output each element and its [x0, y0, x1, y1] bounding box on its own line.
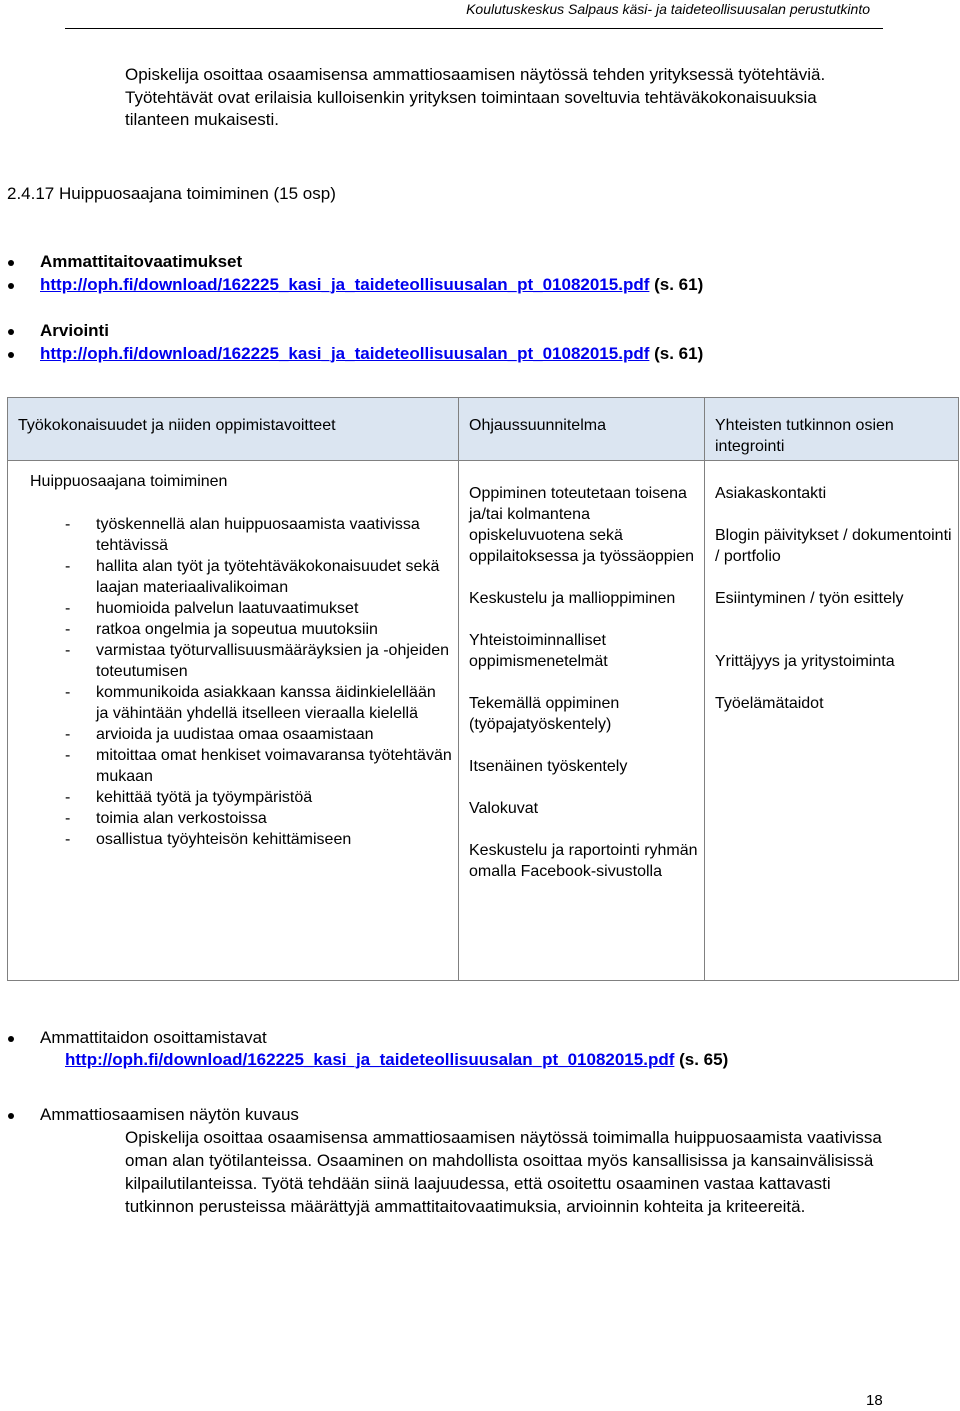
bullet-icon	[8, 260, 14, 266]
list-item: Tekemällä oppiminen (työpajatyöskentely)	[469, 695, 620, 733]
list-item: - mitoittaa omat henkiset voimavaransa työtehtävän mukaan	[18, 745, 452, 787]
list-item: Keskustelu ja mallioppiminen	[469, 590, 676, 607]
intro-paragraph: Opiskelija osoittaa osaamisensa ammattiosaamisen näytössä tehden yrityksessä työtehtäviä. Työtehtävät ovat erilaisia kulloisenkin yrityksen toimintaan soveltuvia tehtäväkokonaisuuksia tilanteen mukaisesti.	[125, 65, 826, 129]
requirements-list	[0, 251, 960, 297]
guidance-list	[469, 483, 698, 882]
list-item	[0, 251, 960, 274]
assessment-list	[0, 320, 960, 366]
bullet-icon	[8, 1113, 14, 1119]
list-item: - arvioida ja uudistaa omaa osaamistaan	[18, 724, 452, 745]
list-item-label: Ammattitaidon osoittamistavat	[40, 1028, 267, 1047]
table-row	[8, 461, 959, 981]
page-number: 18	[866, 1392, 883, 1409]
list-item	[0, 274, 960, 297]
cell-common-units	[705, 461, 959, 981]
list-item: - kommunikoida asiakkaan kanssa äidinkielellään ja vähintään yhdellä itselleen vieraalla kielellä	[18, 682, 452, 724]
requirements-pdf-link[interactable]: http://oph.fi/download/162225_kasi_ja_taideteollisuusalan_pt_01082015.pdf	[40, 275, 650, 294]
list-item: Esiintyminen / työn esittely	[715, 590, 904, 607]
bullet-icon	[8, 352, 14, 358]
list-item: Työelämätaidot	[715, 695, 824, 712]
bullet-icon	[8, 1036, 14, 1042]
cell-title: Huippuosaajana toimiminen	[30, 473, 228, 490]
bullet-icon	[8, 329, 14, 335]
link-line	[0, 1049, 960, 1071]
list-item: Blogin päivitykset / dokumentointi / portfolio	[715, 527, 952, 565]
list-item: - kehittää työtä ja työympäristöä	[18, 787, 452, 808]
skills-demonstration-section	[0, 1104, 960, 1218]
section-heading: 2.4.17 Huippuosaajana toimiminen (15 osp)	[7, 184, 336, 203]
objectives-list	[18, 514, 452, 850]
header-divider	[65, 28, 883, 29]
header-work-units: Työkokonaisuudet ja niiden oppimistavoitteet	[8, 398, 459, 461]
list-item: Keskustelu ja raportointi ryhmän omalla Facebook-sivustolla	[469, 842, 698, 880]
cell-learning-objectives	[8, 461, 459, 981]
list-item: Yhteistoiminnalliset oppimismenetelmät	[469, 632, 608, 670]
page-reference: (s. 65)	[674, 1050, 729, 1069]
demonstration-description: Opiskelija osoittaa osaamisensa ammattiosaamisen näytössä toimimalla huippuosaamista vaativissa oman alan työtilanteissa. Osaaminen on mahdollista osoittaa myös kansallisissa ja kansainvälisissä kilpailutilanteissa. Työtä tehdään siinä laajuudessa, että osoitettu osaaminen vastaa kattavasti tutkinnon perusteissa määrättyjä ammattitaitovaatimuksia, arvioinnin kohteita ja kriteereitä.	[125, 1128, 882, 1216]
list-item: - työskennellä alan huippuosaamista vaativissa tehtävissä	[18, 514, 452, 556]
table-header-row	[8, 398, 959, 461]
list-item	[0, 343, 960, 366]
list-item: - osallistua työyhteisön kehittämiseen	[18, 829, 452, 850]
list-item: Valokuvat	[469, 800, 539, 817]
demonstration-pdf-link[interactable]: http://oph.fi/download/162225_kasi_ja_taideteollisuusalan_pt_01082015.pdf	[65, 1050, 675, 1069]
list-item: Oppiminen toteutetaan toisena ja/tai kolmantena opiskeluvuotena sekä oppilaitoksessa ja työssäoppien	[469, 485, 695, 565]
list-item	[0, 320, 960, 343]
list-item	[0, 1027, 960, 1049]
bullet-icon	[8, 283, 14, 289]
list-item-label: Arviointi	[40, 321, 109, 340]
list-item: - hallita alan työt ja työtehtäväkokonaisuudet sekä laajan materiaalivalikoiman	[18, 556, 452, 598]
list-item: - toimia alan verkostoissa	[18, 808, 452, 829]
cell-guidance-plan	[459, 461, 705, 981]
list-item: - huomioida palvelun laatuvaatimukset	[18, 598, 452, 619]
list-item: - varmistaa työturvallisuusmääräyksien ja -ohjeiden toteutumisen	[18, 640, 452, 682]
page-reference: (s. 61)	[649, 344, 704, 363]
page-reference: (s. 61)	[649, 275, 704, 294]
header-guidance-plan: Ohjaussuunnitelma	[459, 398, 705, 461]
document-header-title: Koulutuskeskus Salpaus käsi- ja taideteollisuusalan perustutkinto	[466, 1, 870, 17]
list-item: - ratkoa ongelmia ja sopeutua muutoksiin	[18, 619, 452, 640]
demonstration-section	[0, 1027, 960, 1071]
list-item-label: Ammattiosaamisen näytön kuvaus	[40, 1105, 299, 1124]
list-item: Asiakaskontakti	[715, 485, 827, 502]
list-item: Itsenäinen työskentely	[469, 758, 628, 775]
header-common-units: Yhteisten tutkinnon osien integrointi	[705, 398, 959, 461]
integration-list	[715, 483, 952, 714]
work-units-table	[7, 397, 959, 981]
list-item	[0, 1104, 960, 1126]
assessment-pdf-link[interactable]: http://oph.fi/download/162225_kasi_ja_taideteollisuusalan_pt_01082015.pdf	[40, 344, 650, 363]
list-item-label: Ammattitaitovaatimukset	[40, 252, 243, 271]
list-item: Yrittäjyys ja yritystoiminta	[715, 653, 895, 670]
